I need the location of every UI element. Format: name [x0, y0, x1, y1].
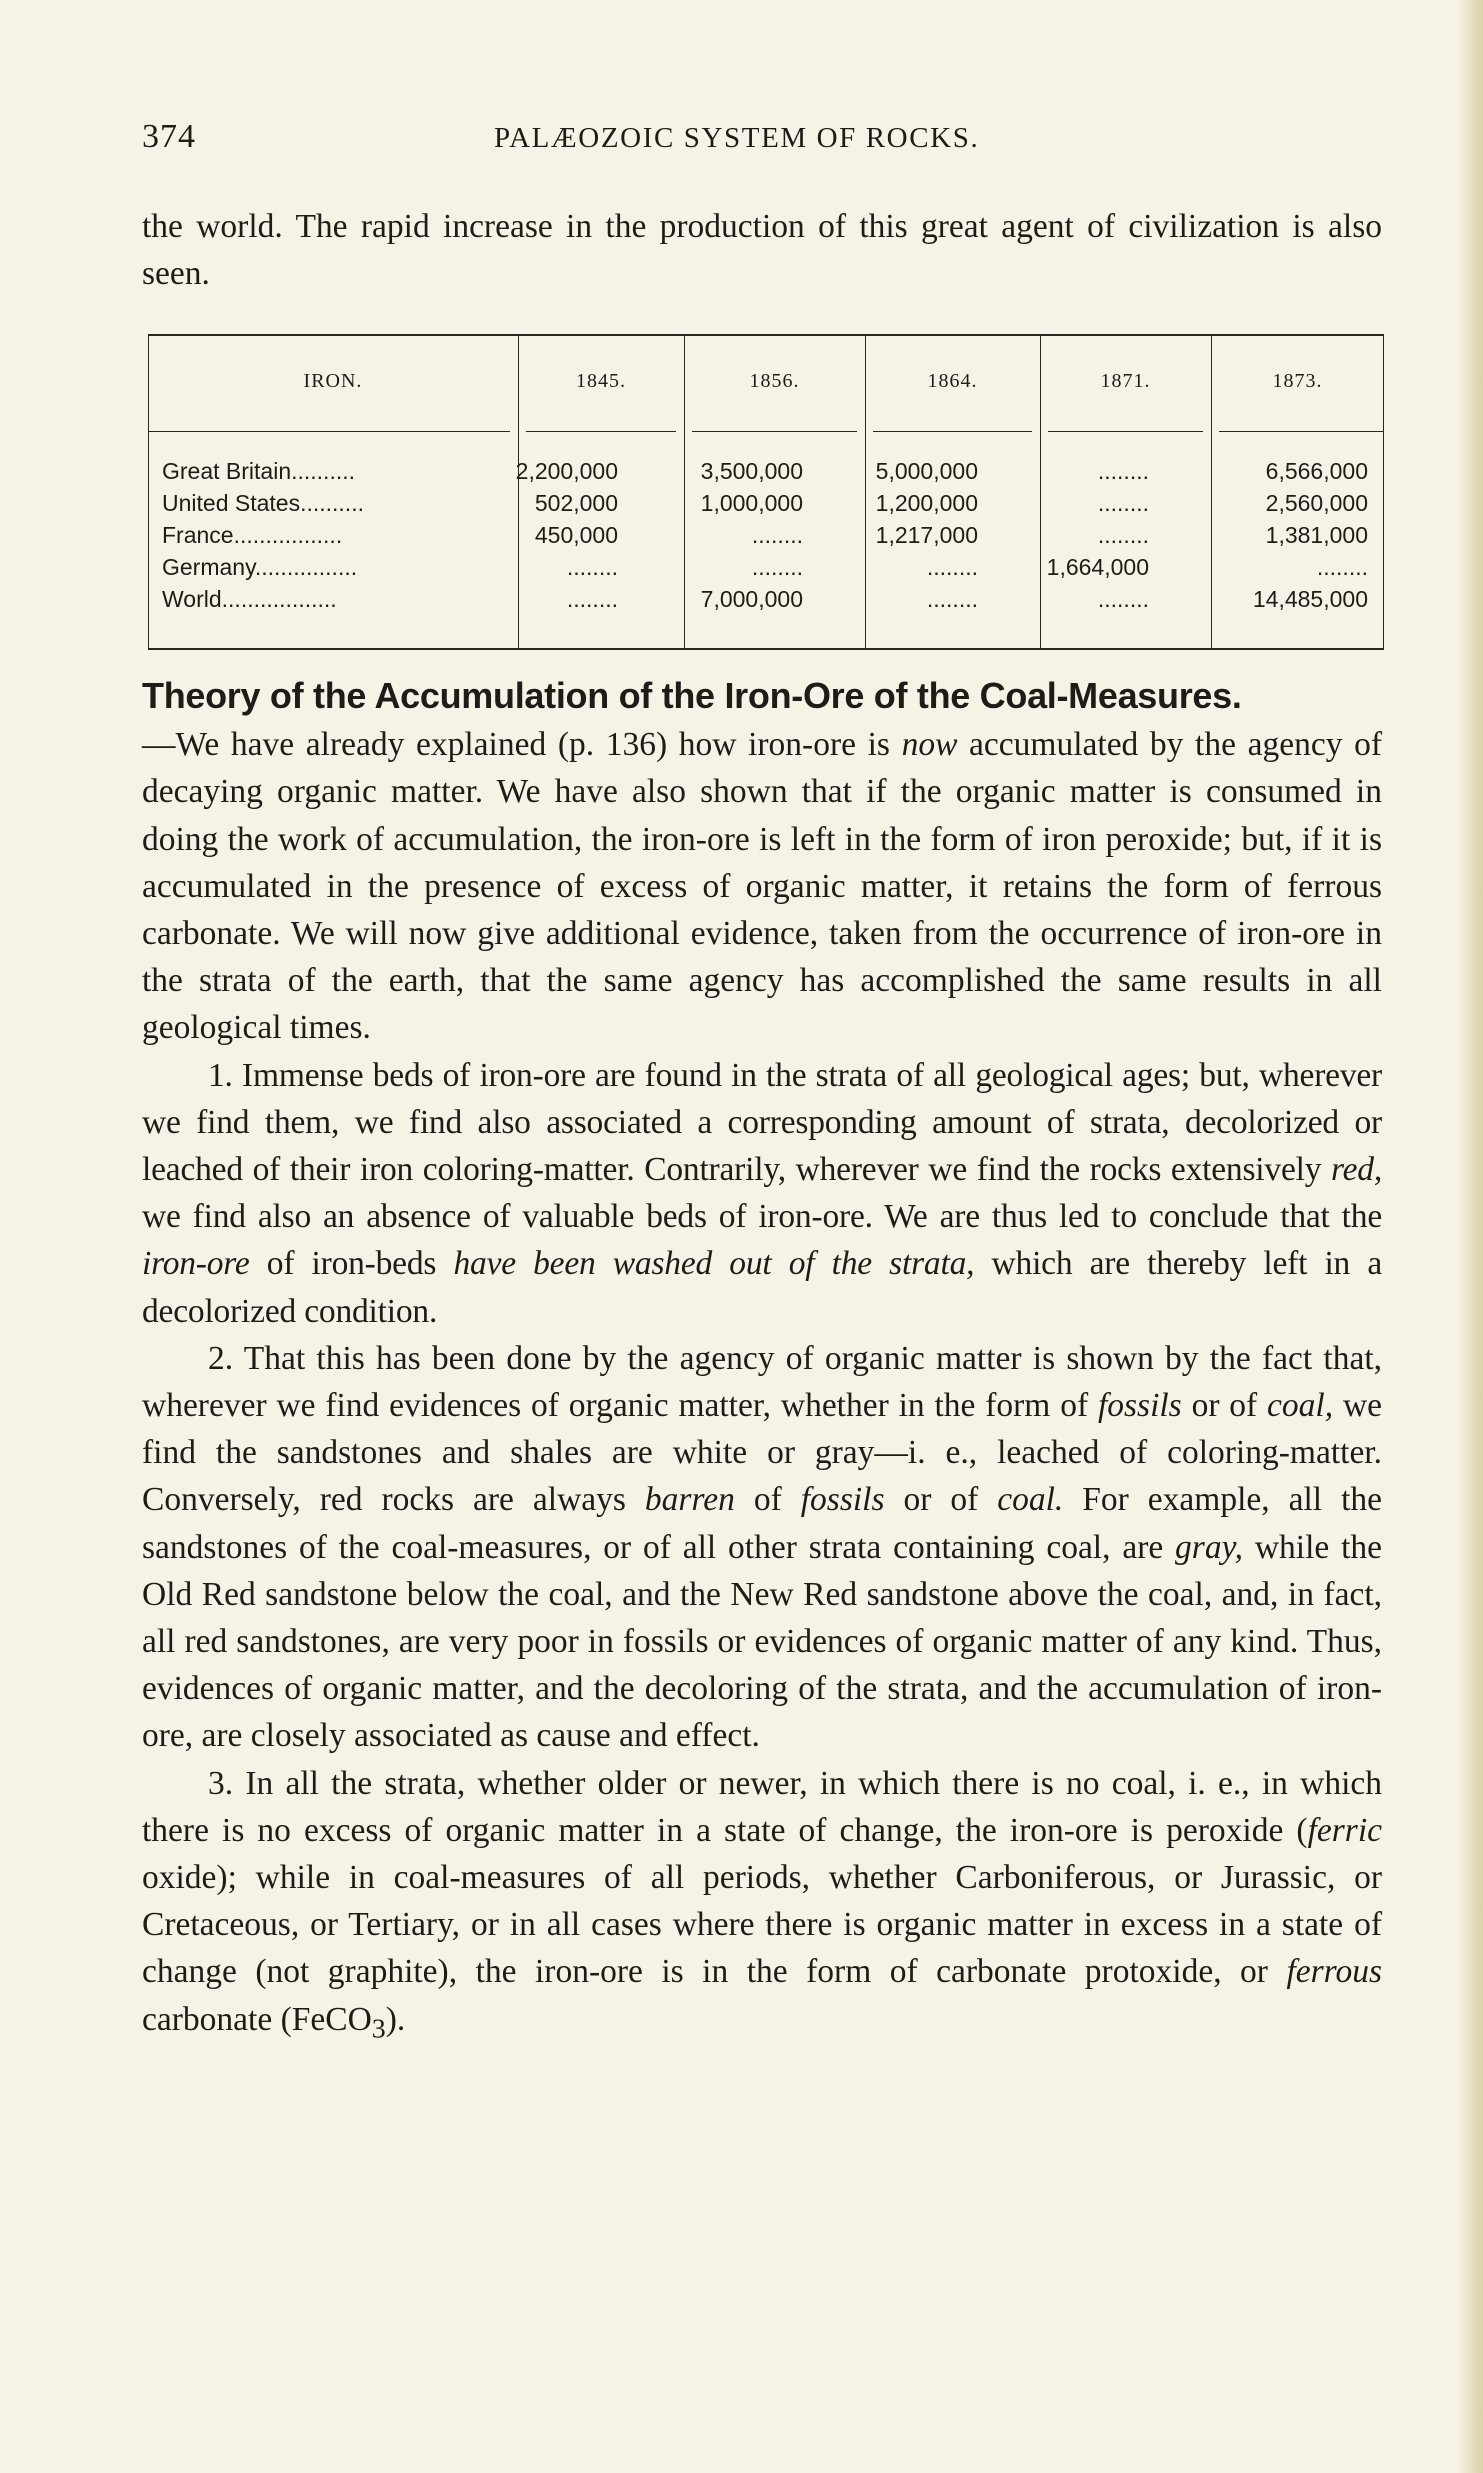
table-cell: ........ [751, 554, 803, 580]
table-cell: 14,485,000 [1252, 586, 1368, 612]
table-cell: ........ [1097, 458, 1149, 484]
running-title: PALÆOZOIC SYSTEM OF ROCKS. [494, 122, 980, 154]
italic-text: red, [1331, 1151, 1382, 1189]
table-cell: ........ [751, 522, 803, 548]
text-run: we find the sandstones and shales are white or gray—i. e., leached of coloring-matter. Conversely, red rocks are always [142, 1387, 1383, 1519]
iron-production-table [148, 334, 1384, 650]
table-row-label: United States.......... [162, 490, 364, 516]
text-run: ). [385, 2000, 406, 2038]
header-1864: 1864. [927, 370, 978, 392]
header-1856: 1856. [749, 370, 800, 392]
table-cell: 1,664,000 [1046, 554, 1149, 580]
page-number: 374 [142, 118, 196, 155]
text-run: or of [1181, 1387, 1268, 1425]
intro-paragraph: the world. The rapid increase in the production of this great agent of civilization is also seen. [142, 208, 1382, 292]
table-cell: 1,381,000 [1265, 522, 1368, 548]
header-rule [692, 431, 857, 432]
text-run: accumulated by the agency of decaying organic matter. We have also shown that if the organic matter is consumed in doing the work of accumulation, the iron-ore is left in the form of iron peroxide; but, if it is accumulated in the presence of excess of organic matter, it retains the form of ferrous carbonate. We will now give additional evidence, taken from the occurrence of iron-ore in the strata of the earth, that the same agency has accomplished the same results in all geological times. [142, 726, 1382, 1047]
paragraph [142, 1052, 1382, 1335]
section-heading: Theory of the Accumulation of the Iron-Ore of the Coal-Measures. [142, 675, 1242, 716]
text-run: or of [884, 1481, 998, 1519]
paragraph [142, 1335, 1382, 1760]
table-cell: ........ [1097, 490, 1149, 516]
text-run: 2. That this has been done by the agency of organic matter is shown by the fact that, wherever we find evidences of organic matter, whether in the form of [142, 1339, 1382, 1425]
italic-text: fossils [1097, 1387, 1182, 1425]
table-row-label: France................. [162, 522, 343, 548]
text-run: of [734, 1481, 801, 1519]
table-cell: ........ [566, 586, 618, 612]
table-cell: ........ [566, 554, 618, 580]
table-cell: 3,500,000 [700, 458, 803, 484]
subscript: 3 [371, 2013, 386, 2045]
table-cell: 2,560,000 [1265, 490, 1368, 516]
italic-text: now [901, 726, 958, 764]
italic-text: ferrous [1286, 1953, 1382, 1991]
header-1871: 1871. [1100, 370, 1151, 392]
italic-text: coal, [1267, 1387, 1334, 1425]
text-run: we find also an absence of valuable beds of iron-ore. We are thus led to conclude that the [142, 1198, 1382, 1236]
italic-text: coal. [997, 1481, 1064, 1519]
italic-text: gray, [1175, 1528, 1243, 1566]
table-cell: ........ [926, 586, 978, 612]
page-edge-shadow [1457, 0, 1483, 2473]
header-rule [1219, 431, 1384, 432]
header-1845: 1845. [576, 370, 626, 392]
text-run: 3. In all the strata, whether older or newer, in which there is no coal, i. e., in which there is no excess of organic matter in a state of change, the iron-ore is peroxide ( [142, 1764, 1382, 1849]
table-cell: ........ [926, 554, 978, 580]
paragraph [142, 672, 1382, 1052]
text-run: while the Old Red sandstone below the coal, and the New Red sandstone above the coal, and, in fact, all red sandstones, are very poor in fossils or evidences of organic matter of any kind. Thus, evidences of organic matter, and the decoloring of the strata, and the accumulation of iron-ore, are closely associated as cause and effect. [142, 1528, 1382, 1755]
table-cell: 5,000,000 [875, 458, 978, 484]
text-run: which are thereby left in a decolorized condition. [142, 1245, 1382, 1330]
table-cell: 1,000,000 [700, 490, 803, 516]
table-row-label: Great Britain.......... [162, 458, 356, 484]
table-cell: 6,566,000 [1265, 458, 1368, 484]
italic-text: ferric [1307, 1811, 1382, 1849]
table-cell: ........ [1097, 586, 1149, 612]
header-rule [873, 431, 1032, 432]
italic-text: barren [644, 1481, 735, 1519]
text-run: oxide); while in coal-measures of all periods, whether Carboniferous, or Jurassic, or Cretaceous, or Tertiary, or in all cases where there is organic matter in excess in a state of change (not graphite), the iron-ore is in the form of carbonate protoxide, or [142, 1859, 1382, 1991]
italic-text: fossils [800, 1481, 885, 1519]
text-run: 1. Immense beds of iron-ore are found in the strata of all geological ages; but, wherever we find them, we find also associated a corresponding amount of strata, decolorized or leached of their iron coloring-matter. Contrarily, wherever we find the rocks extensively [142, 1056, 1382, 1189]
text-run: —We have already explained (p. 136) how iron-ore is [142, 726, 902, 764]
header-rule [1048, 431, 1203, 432]
table-cell: 1,200,000 [875, 490, 978, 516]
table-cell: ........ [1097, 522, 1149, 548]
text-run: of iron-beds [249, 1245, 454, 1283]
text-run: carbonate (FeCO [142, 2000, 372, 2038]
italic-text: iron-ore [142, 1245, 250, 1283]
header-rule [148, 431, 510, 432]
table-row-label: Germany................ [162, 554, 358, 580]
table-cell: 1,217,000 [875, 522, 978, 548]
header-1873: 1873. [1272, 370, 1323, 392]
paragraph [142, 1760, 1382, 2053]
table-row-label: World.................. [162, 586, 337, 612]
table-cell: 450,000 [534, 522, 618, 548]
header-rule [526, 431, 676, 432]
body-text [142, 672, 1382, 2053]
italic-text: have been washed out of the strata, [453, 1245, 975, 1283]
table-cell: ........ [1316, 554, 1368, 580]
running-head [142, 118, 1382, 158]
text-run: For example, all the sandstones of the coal-measures, or of all other strata containing coal, are [142, 1481, 1382, 1566]
table-cell: 2,200,000 [515, 458, 618, 484]
table-cell: 502,000 [534, 490, 618, 516]
header-iron: IRON. [303, 370, 363, 392]
table-cell: 7,000,000 [700, 586, 803, 612]
